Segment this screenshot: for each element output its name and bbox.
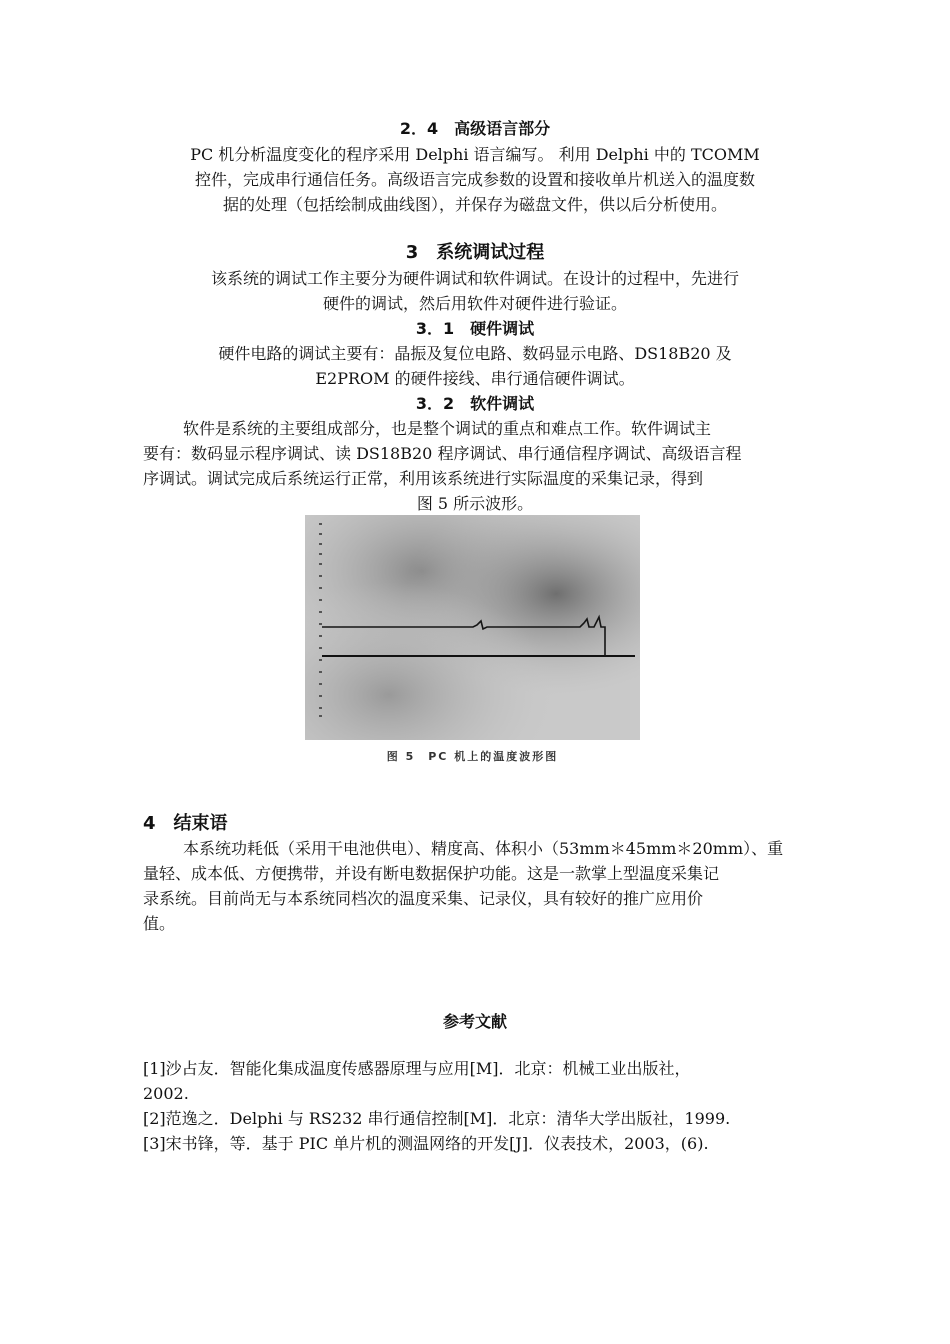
section-4-line-2: 量轻、成本低、方便携带，并设有断电数据保护功能。这是一款掌上型温度采集记 — [143, 864, 720, 883]
section-3-heading: 3 系统调试过程 — [405, 242, 545, 263]
reference-2: [2]范逸之．Delphi 与 RS232 串行通信控制[M]．北京：清华大学出版社，1999. — [143, 1109, 731, 1128]
references-heading: 参考文献 — [442, 1012, 507, 1031]
temperature-waveform-image — [305, 515, 640, 740]
reference-1-line-1: [1]沙占友．智能化集成温度传感器原理与应用[M]．北京：机械工业出版社， — [143, 1059, 691, 1078]
section-2-4-line-2: 控件，完成串行通信任务。高级语言完成参数的设置和接收单片机送入的温度数 — [194, 170, 755, 189]
section-4-heading: 4 结束语 — [143, 813, 228, 834]
section-3-2-heading: 3．2 软件调试 — [415, 394, 535, 413]
section-3-1-line-2: E2PROM 的硬件接线、串行通信硬件调试。 — [315, 369, 635, 388]
figure-5-caption: 图 5 PC 机上的温度波形图 — [386, 750, 559, 763]
section-4-line-4: 值。 — [143, 914, 176, 933]
figure-5 — [305, 515, 640, 770]
section-3-2-line-1: 软件是系统的主要组成部分，也是整个调试的重点和难点工作。软件调试主 — [183, 419, 712, 438]
section-3-line-1: 该系统的调试工作主要分为硬件调试和软件调试。在设计的过程中，先进行 — [210, 269, 739, 288]
section-2-4-line-1: PC 机分析温度变化的程序采用 Delphi 语言编写。 利用 Delphi 中的 TCOMM — [190, 145, 760, 164]
section-4-line-1: 本系统功耗低（采用干电池供电）、精度高、体积小（53mm＊45mm＊20mm）、重 — [183, 839, 784, 858]
section-3-line-2: 硬件的调试，然后用软件对硬件进行验证。 — [322, 294, 627, 313]
section-4-line-3: 录系统。目前尚无与本系统同档次的温度采集、记录仪，具有较好的推广应用价 — [143, 889, 704, 908]
section-3-2-line-3: 序调试。调试完成后系统运行正常，利用该系统进行实际温度的采集记录，得到 — [143, 469, 704, 488]
section-3-1-line-1: 硬件电路的调试主要有：晶振及复位电路、数码显示电路、DS18B20 及 — [218, 344, 732, 363]
section-3-1-heading: 3．1 硬件调试 — [415, 319, 535, 338]
reference-1-line-2: 2002. — [143, 1084, 189, 1103]
section-3-2-line-4: 图 5 所示波形。 — [416, 494, 534, 513]
section-3-2-line-2: 要有：数码显示程序调试、读 DS18B20 程序调试、串行通信程序调试、高级语言程 — [143, 444, 742, 463]
section-2-4-heading: 2．4 高级语言部分 — [399, 119, 551, 138]
reference-3: [3]宋书锋，等．基于 PIC 单片机的测温网络的开发[J]．仪表技术，2003，(6). — [143, 1134, 709, 1153]
section-2-4-line-3: 据的处理（包括绘制成曲线图），并保存为磁盘文件，供以后分析使用。 — [222, 195, 727, 214]
